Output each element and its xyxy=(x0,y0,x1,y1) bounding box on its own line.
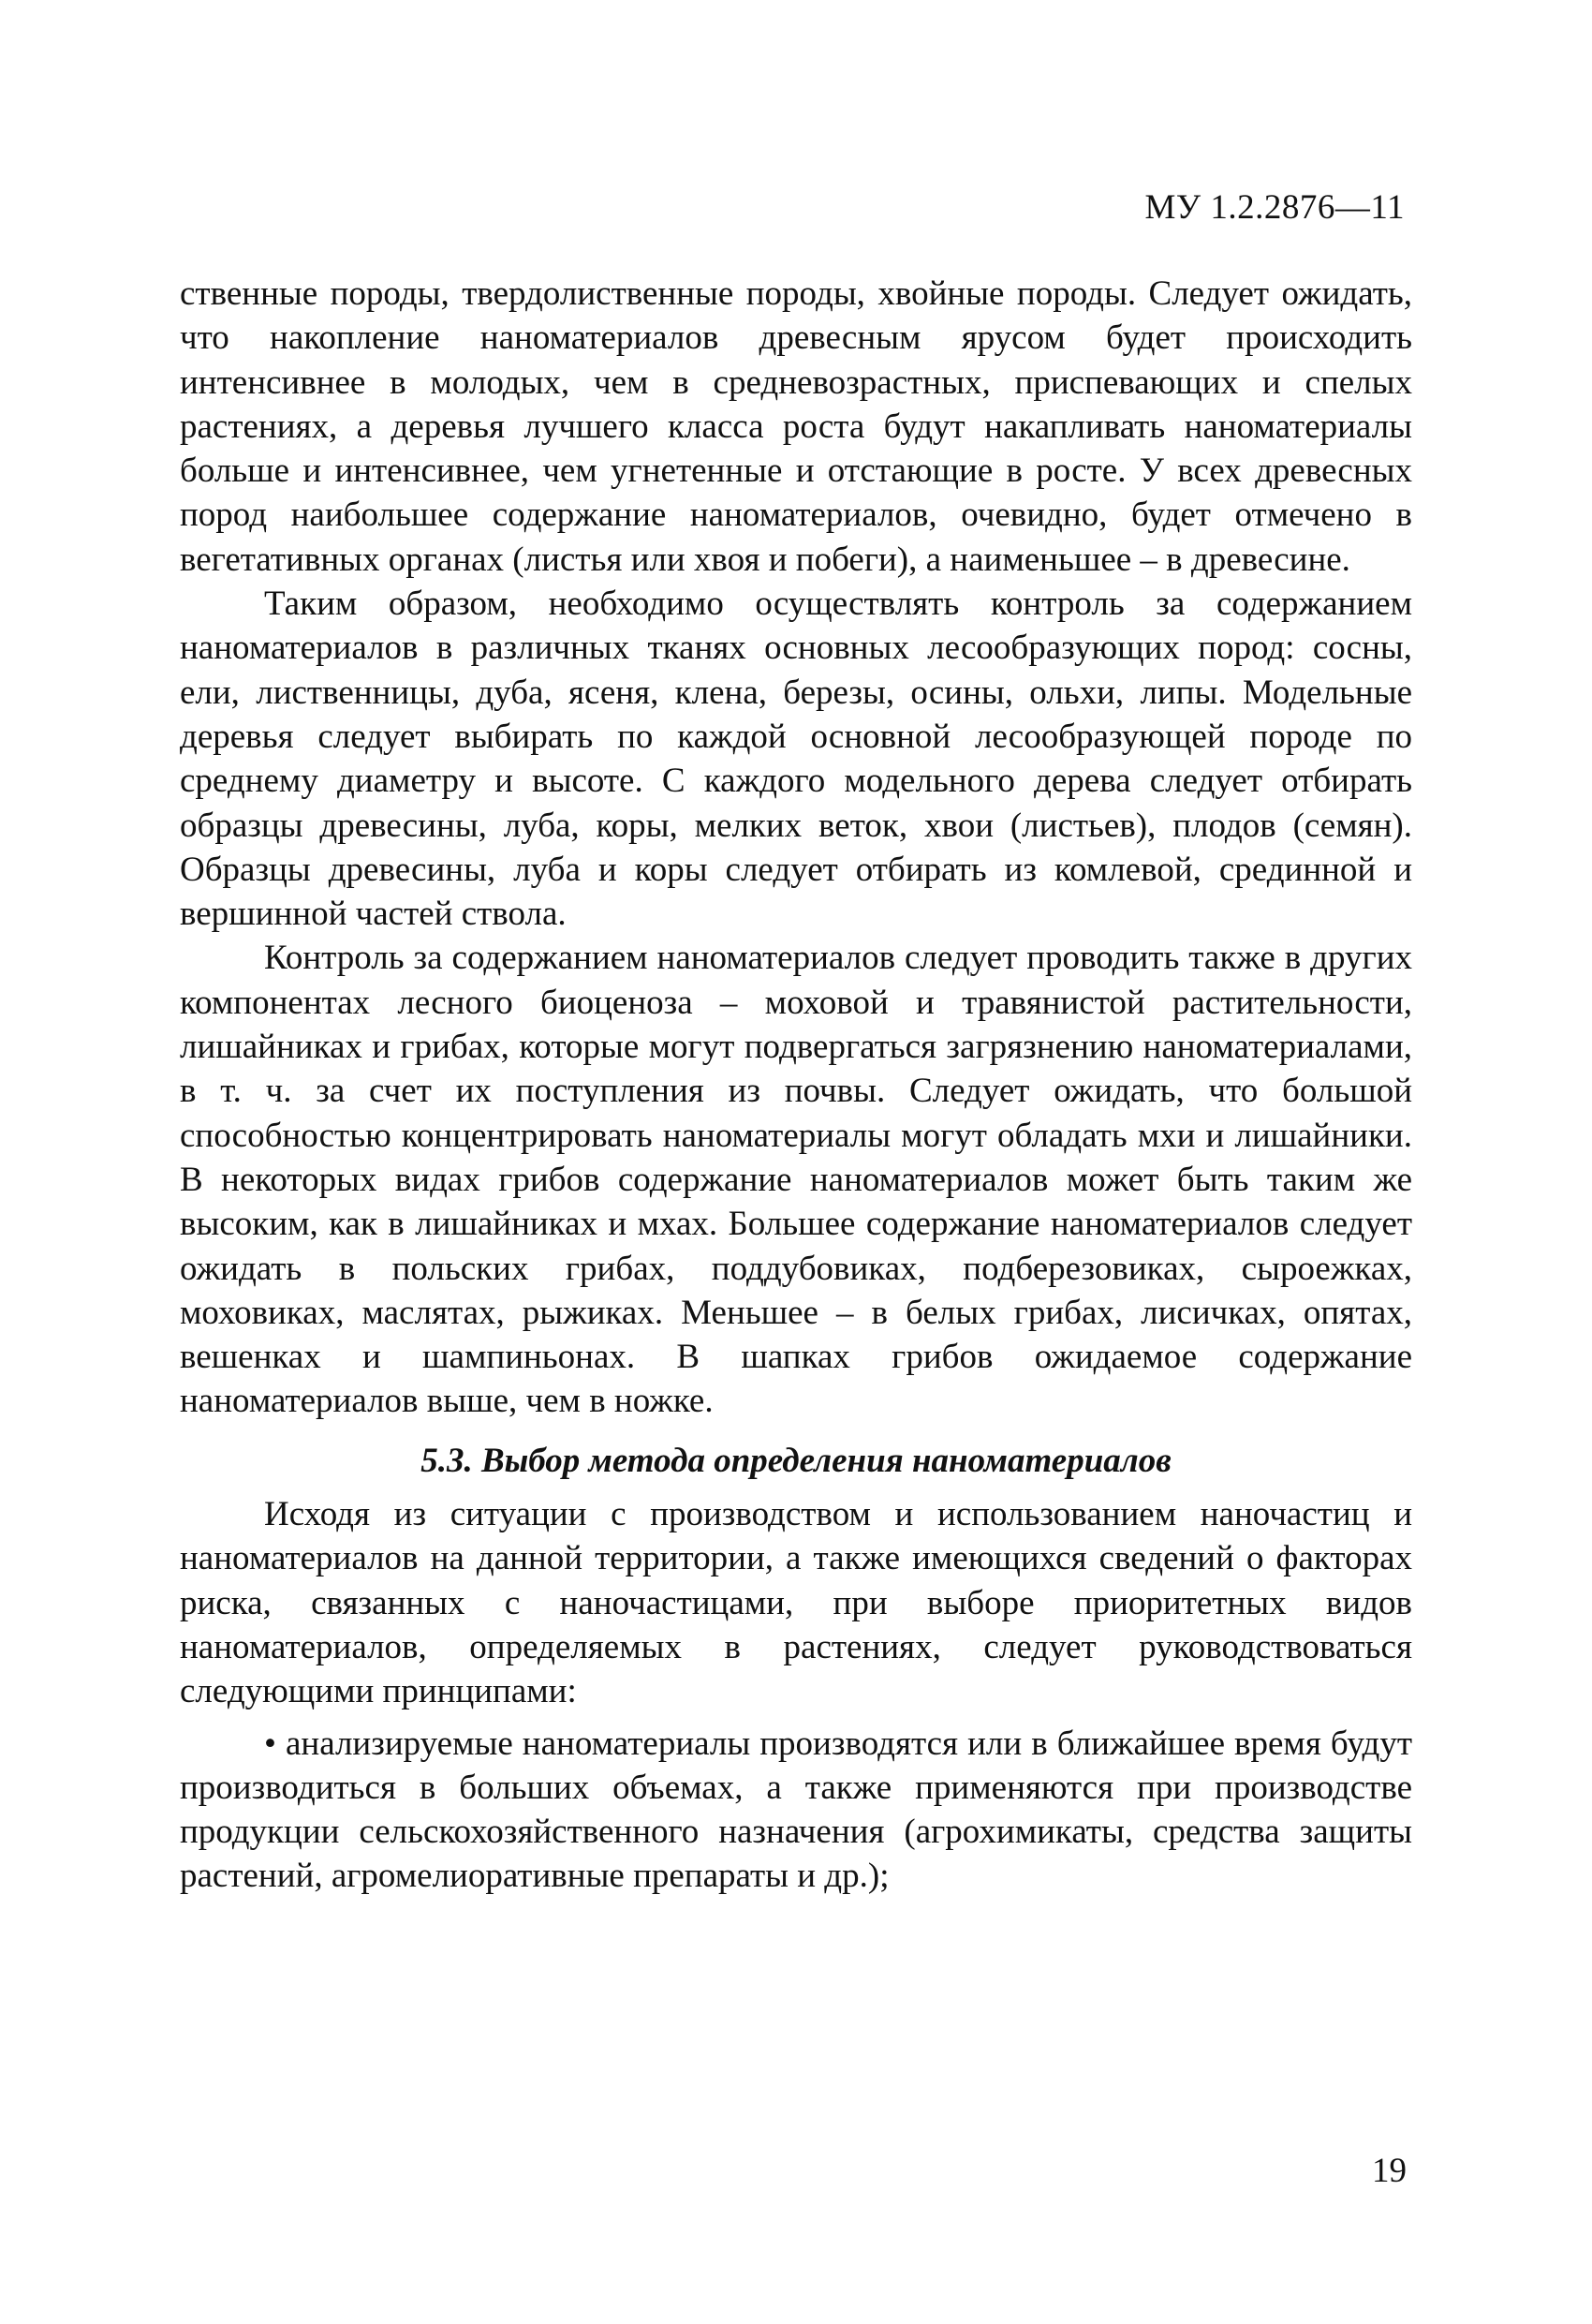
paragraph-biocenosis-control: Контроль за содержанием наноматериалов следует проводить также в других компонентах лесного биоценоза – моховой и травянистой растительности, лишайниках и грибах, которые могут подвергаться загрязнению наноматериалами, в т. ч. за счет их поступления из почвы. Следует ожидать, что большой способностью концентрировать наноматериалы могут обладать мхи и лишайники. В некоторых видах грибов содержание наноматериалов может быть таким же высоким, как в лишайниках и мхах. Большее содержание наноматериалов следует ожидать в польских грибах, поддубовиках, подберезовиках, сыроежках, моховиках, маслятах, рыжиках. Меньшее – в белых грибах, лисичках, опятах, вешенках и шампиньонах. В шапках грибов ожидаемое содержание наноматериалов выше, чем в ножке. xyxy=(180,939,1412,1421)
page-number: 19 xyxy=(1372,2152,1407,2190)
document-code-header: МУ 1.2.2876—11 xyxy=(1144,188,1405,227)
bullet-item-text: анализируемые наноматериалы производятся или в ближайшее время будут производиться в больших объемах, а также применяются при производстве продукции сельскохозяйственного назначения (агрохимикаты, средства защиты растений, агромелиоративные препараты и др.); xyxy=(180,1724,1412,1896)
paragraph-tree-species-control: Таким образом, необходимо осуществлять контроль за содержанием наноматериалов в различных тканях основных лесообразующих пород: сосны, ели, лиственницы, дуба, ясеня, клена, березы, осины, ольхи, липы. Модельные деревья следует выбирать по каждой основной лесообразующей породе по среднему диаметру и высоте. С каждого модельного дерева следует отбирать образцы древесины, луба, коры, мелких веток, хвои (листьев), плодов (семян). Образцы древесины, луба и коры следует отбирать из комлевой, срединной и вершинной частей ствола. xyxy=(180,585,1412,934)
page-body xyxy=(180,272,1412,1899)
section-heading-5-3: 5.3. Выбор метода определения наноматериалов xyxy=(420,1441,1172,1480)
paragraph-selection-principles: Исходя из ситуации с производством и использованием наночастиц и наноматериалов на данной территории, а также имеющихся сведений о факторах риска, связанных с наночастицами, при выборе приоритетных видов наноматериалов, определяемых в растениях, следует руководствоваться следующими принципами: xyxy=(180,1495,1412,1711)
paragraph-continuation: ственные породы, твердолиственные породы, хвойные породы. Следует ожидать, что накопление наноматериалов древесным ярусом будет происходить интенсивнее в молодых, чем в средневозрастных, приспевающих и спелых растениях, а деревья лучшего класса роста будут накапливать наноматериалы больше и интенсивнее, чем угнетенные и отстающие в росте. У всех древесных пород наибольшее содержание наноматериалов, очевидно, будет отмечено в вегетативных органах (листья или хвоя и побеги), а наименьшее – в древесине. xyxy=(180,274,1412,579)
bullet-list-item xyxy=(180,1722,1412,1899)
bullet-icon: • xyxy=(264,1724,276,1763)
